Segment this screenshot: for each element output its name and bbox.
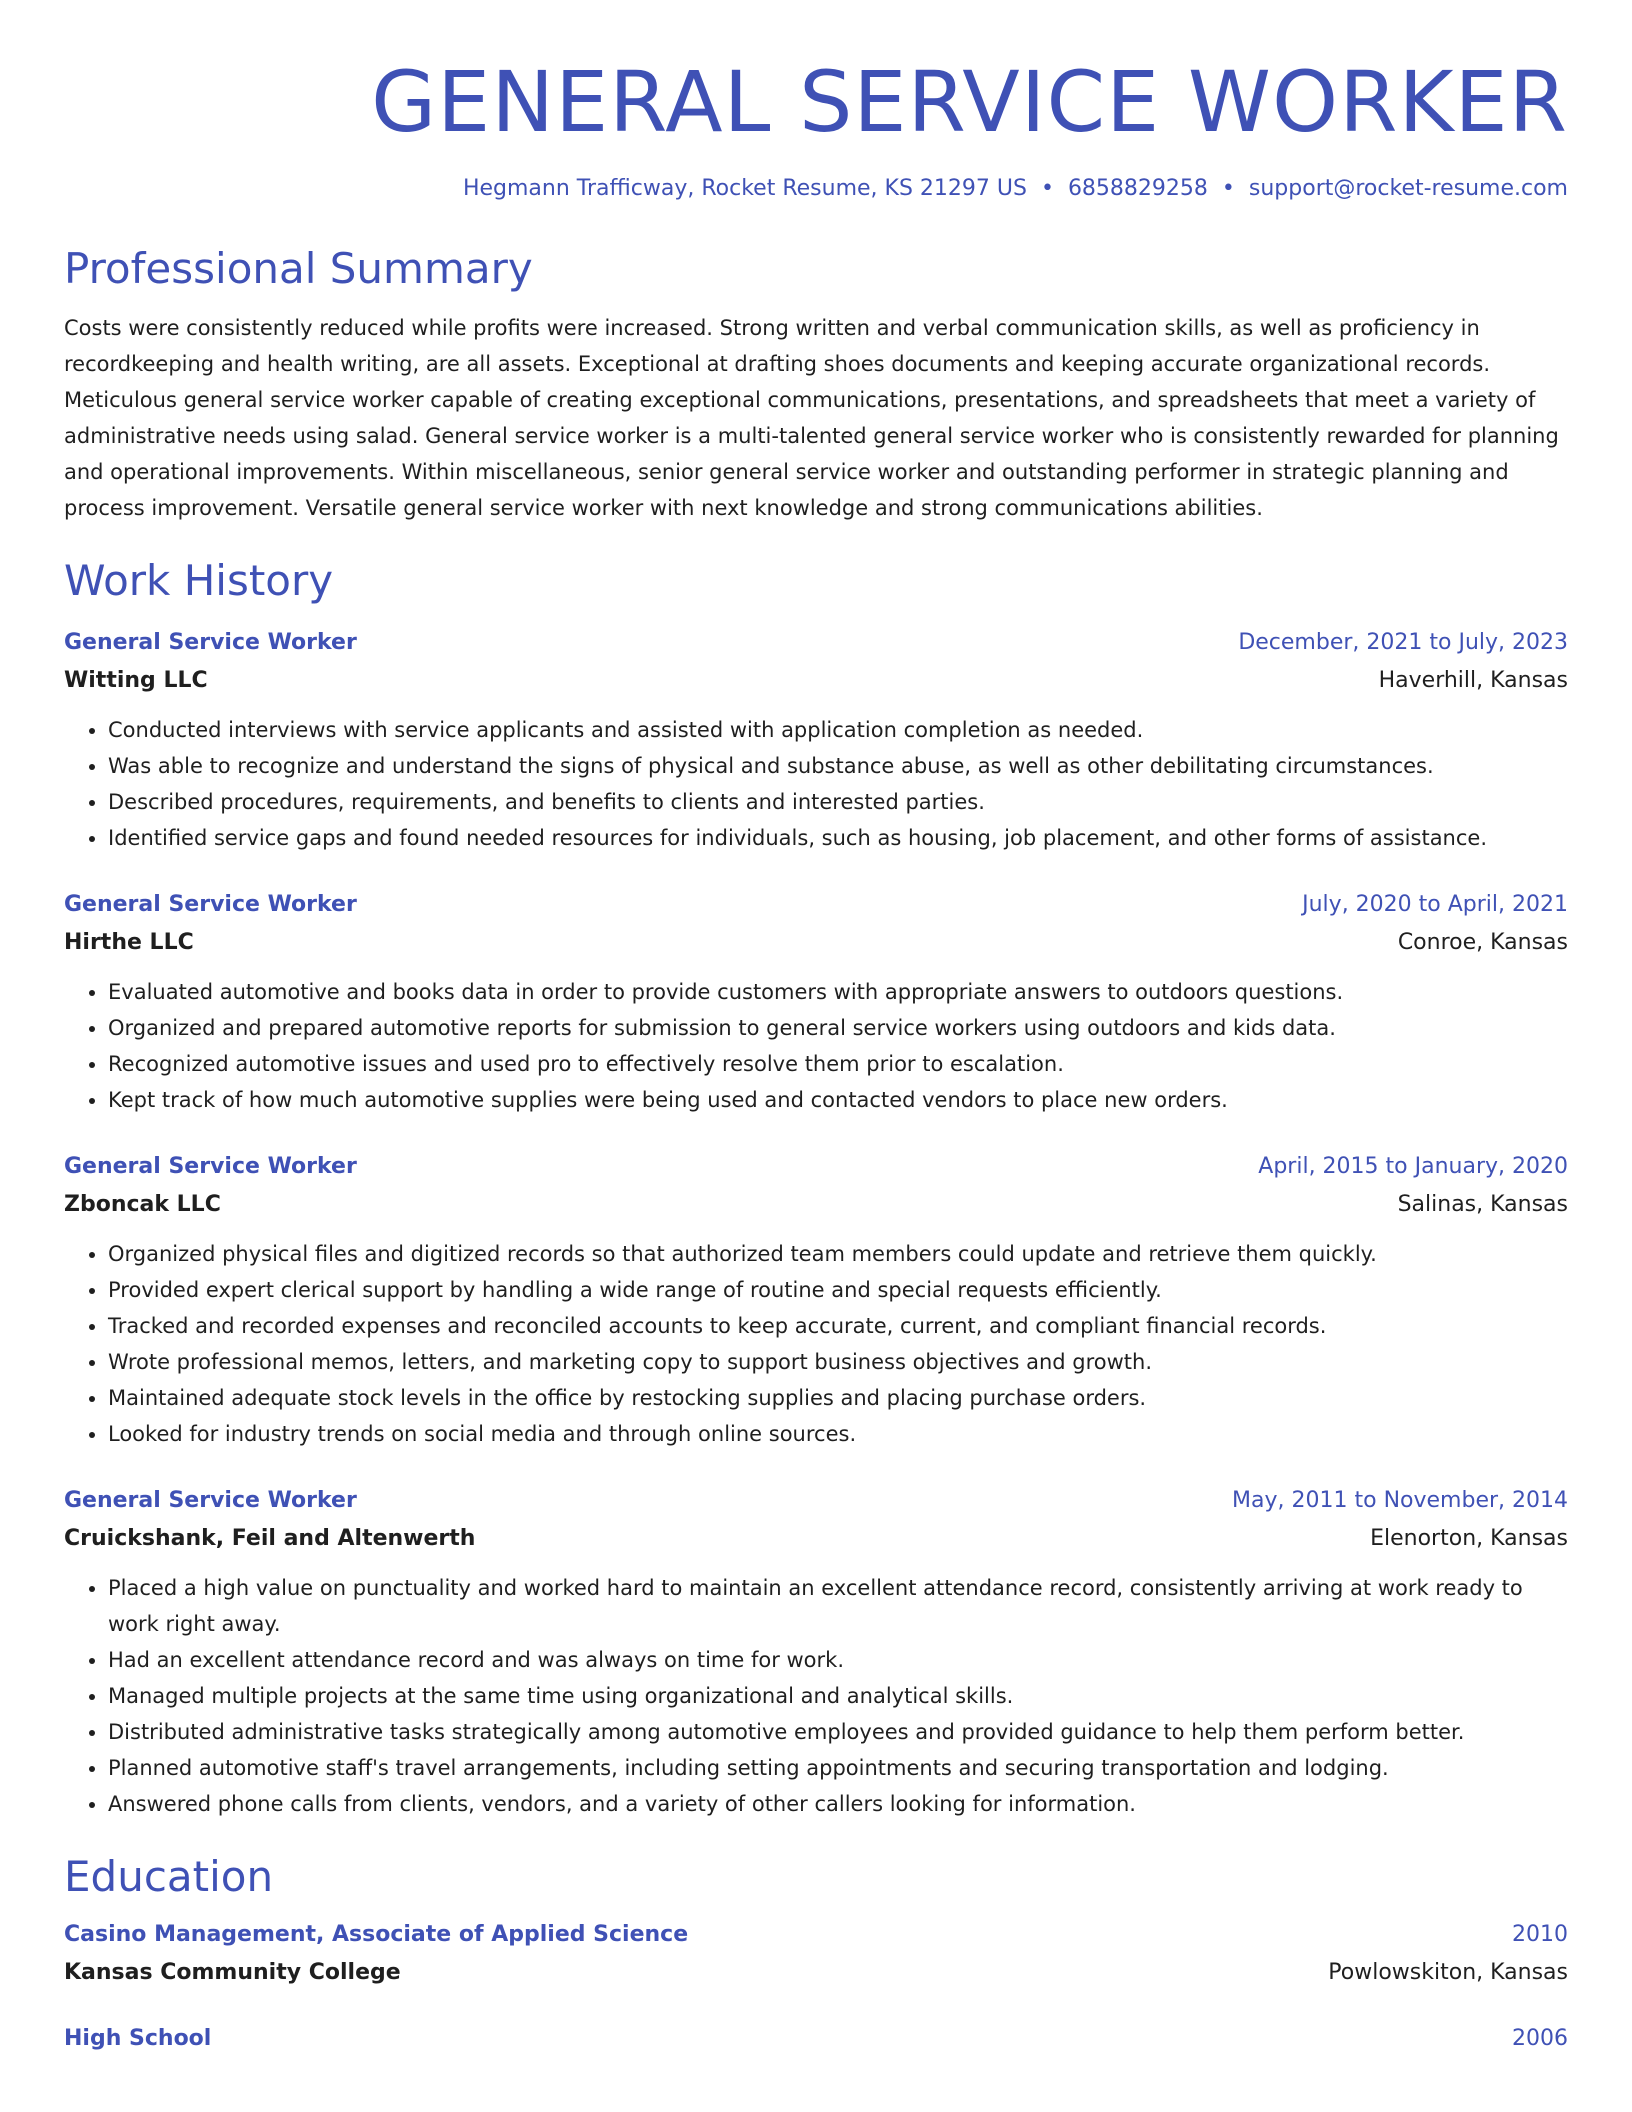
duty-item: • Recognized automotive issues and used pro to effectively resolve them prior to escalation. — [108, 1046, 1568, 1082]
job-dates: May, 2011 to November, 2014 — [1232, 1488, 1568, 1513]
entry-school-row — [64, 1954, 1568, 1992]
entry-header-row — [64, 624, 1568, 662]
contact-address: Hegmann Trafficway, Rocket Resume, KS 21297 US — [462, 176, 1027, 201]
duty-item: • Evaluated automotive and books data in order to provide customers with appropriate answers to outdoors questions. — [108, 974, 1568, 1010]
candidate-name: GENERAL SERVICE WORKER — [371, 53, 1568, 151]
entry-company-row — [64, 1186, 1568, 1224]
duty-item: • Organized and prepared automotive reports for submission to general service workers using outdoors and kids data. — [108, 1010, 1568, 1046]
entry-header-row — [64, 1482, 1568, 1520]
duty-item: • Described procedures, requirements, and benefits to clients and interested parties. — [108, 784, 1568, 820]
school-name: Kansas Community College — [64, 1960, 401, 1985]
job-title: General Service Worker — [64, 1488, 357, 1513]
duty-item: • Wrote professional memos, letters, and marketing copy to support business objectives and growth. — [108, 1344, 1568, 1380]
job-dates: December, 2021 to July, 2023 — [1238, 630, 1568, 655]
duties-list — [64, 712, 1568, 856]
work-entry — [64, 1482, 1568, 1822]
duty-item: • Placed a high value on punctuality and worked hard to maintain an excellent attendance record, consistently arriving at work ready to work right away. — [108, 1570, 1568, 1642]
contact-line — [64, 174, 1568, 204]
work-entry — [64, 886, 1568, 1118]
duty-item: • Distributed administrative tasks strategically among automotive employees and provided guidance to help them perform better. — [108, 1714, 1568, 1750]
degree-name: Casino Management, Associate of Applied Science — [64, 1922, 689, 1947]
graduation-year: 2006 — [1512, 2026, 1568, 2051]
contact-separator: • — [1221, 176, 1235, 201]
education-entry — [64, 2020, 1568, 2058]
duty-item: • Looked for industry trends on social media and through online sources. — [108, 1416, 1568, 1452]
school-location: Powlowskiton, Kansas — [1328, 1960, 1568, 1985]
work-history-heading: Work History — [64, 556, 334, 605]
job-title: General Service Worker — [64, 892, 357, 917]
duties-list — [64, 1570, 1568, 1822]
summary-heading: Professional Summary — [64, 244, 533, 293]
company-name: Witting LLC — [64, 668, 208, 693]
duty-item: • Maintained adequate stock levels in the office by restocking supplies and placing purchase orders. — [108, 1380, 1568, 1416]
job-dates: April, 2015 to January, 2020 — [1258, 1154, 1568, 1179]
job-location: Elenorton, Kansas — [1370, 1526, 1568, 1551]
job-dates: July, 2020 to April, 2021 — [1302, 892, 1568, 917]
company-name: Hirthe LLC — [64, 930, 194, 955]
degree-name: High School — [64, 2026, 212, 2051]
duty-item: • Planned automotive staff's travel arrangements, including setting appointments and securing transportation and lodging. — [108, 1750, 1568, 1786]
entry-header-row — [64, 1916, 1568, 1954]
duty-item: • Provided expert clerical support by handling a wide range of routine and special requests efficiently. — [108, 1272, 1568, 1308]
entry-header-row — [64, 2020, 1568, 2058]
work-entry — [64, 624, 1568, 856]
duty-item: • Conducted interviews with service applicants and assisted with application completion as needed. — [108, 712, 1568, 748]
duties-list — [64, 1236, 1568, 1452]
contact-phone[interactable]: 6858829258 — [1067, 176, 1208, 201]
job-location: Haverhill, Kansas — [1378, 668, 1568, 693]
duty-item: • Identified service gaps and found needed resources for individuals, such as housing, job placement, and other forms of assistance. — [108, 820, 1568, 856]
company-name: Zboncak LLC — [64, 1192, 221, 1217]
entry-header-row — [64, 1148, 1568, 1186]
job-title: General Service Worker — [64, 630, 357, 655]
job-location: Salinas, Kansas — [1397, 1192, 1568, 1217]
duty-item: • Managed multiple projects at the same time using organizational and analytical skills. — [108, 1678, 1568, 1714]
job-location: Conroe, Kansas — [1397, 930, 1568, 955]
duty-item: • Answered phone calls from clients, vendors, and a variety of other callers looking for information. — [108, 1786, 1568, 1822]
entry-company-row — [64, 1520, 1568, 1558]
duty-item: • Had an excellent attendance record and was always on time for work. — [108, 1642, 1568, 1678]
duty-item: • Organized physical files and digitized records so that authorized team members could update and retrieve them quickly. — [108, 1236, 1568, 1272]
contact-email[interactable]: support@rocket-resume.com — [1248, 176, 1568, 201]
job-title: General Service Worker — [64, 1154, 357, 1179]
entry-company-row — [64, 662, 1568, 700]
education-heading: Education — [64, 1852, 274, 1901]
work-entry — [64, 1148, 1568, 1452]
entry-company-row — [64, 924, 1568, 962]
duty-item: • Tracked and recorded expenses and reconciled accounts to keep accurate, current, and compliant financial records. — [108, 1308, 1568, 1344]
education-entry — [64, 1916, 1568, 1992]
company-name: Cruickshank, Feil and Altenwerth — [64, 1526, 476, 1551]
duties-list — [64, 974, 1568, 1118]
summary-text: Costs were consistently reduced while profits were increased. Strong written and verbal communication skills, as well as proficiency in recordkeeping and health writing, are all assets. Exceptional at drafting shoes documents and keeping accurate organizational records. Meticulous general service worker capable of creating exceptional communications, presentations, and spreadsheets that meet a variety of administrative needs using salad. General service worker is a multi-talented general service worker who is consistently rewarded for planning and operational improvements. Within miscellaneous, senior general service worker and outstanding performer in strategic planning and process improvement. Versatile general service worker with next knowledge and strong communications abilities. — [64, 316, 1559, 520]
duty-item: • Was able to recognize and understand the signs of physical and substance abuse, as well as other debilitating circumstances. — [108, 748, 1568, 784]
contact-separator: • — [1040, 176, 1054, 201]
duty-item: • Kept track of how much automotive supplies were being used and contacted vendors to place new orders. — [108, 1082, 1568, 1118]
entry-header-row — [64, 886, 1568, 924]
graduation-year: 2010 — [1512, 1922, 1568, 1947]
